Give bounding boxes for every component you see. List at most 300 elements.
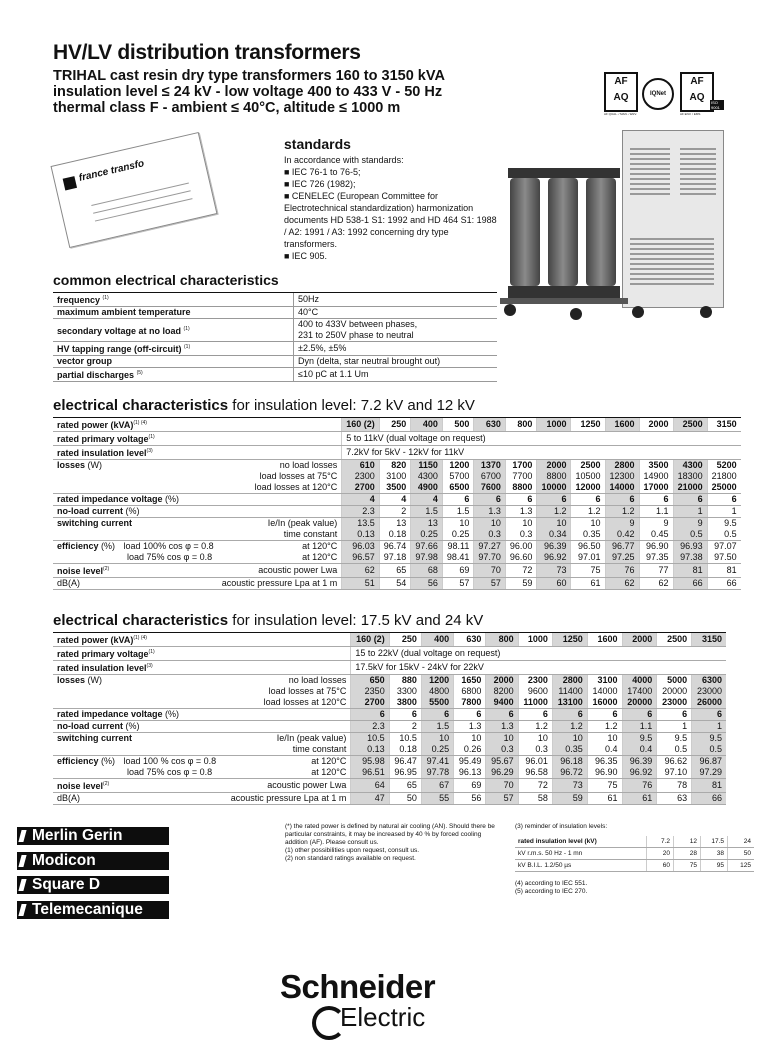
value-cell: 9: [605, 518, 639, 530]
row-value: ±2.5%, ±5%: [294, 342, 498, 356]
value-cell: 16000: [587, 697, 622, 709]
power-header: 1000: [537, 418, 571, 432]
standards-item: ■ CENELEC (European Committee for Electrotechnical standardization) harmonization documents HD 538-1 S1: 1992 and HD 464 S1: 1988 / A2: 1991 / A3: 1992 concerning dry type transformers.: [284, 191, 497, 249]
value-cell: 95.49: [454, 756, 486, 768]
spacer: [224, 647, 351, 661]
value-cell: 10: [421, 733, 453, 745]
wheel: [700, 306, 712, 318]
value-cell: 9.5: [622, 733, 657, 745]
value-cell: 3500: [639, 460, 673, 472]
value-cell: 96.39: [622, 756, 657, 768]
value-cell: 6: [537, 494, 571, 506]
value-cell: 1700: [505, 460, 537, 472]
value-cell: 96.58: [518, 767, 552, 779]
sub-label: at 120°C: [302, 541, 338, 551]
value-cell: 1.2: [571, 506, 605, 518]
elec1-title: electrical characteristics for insulation level: 7.2 kV and 12 kV: [53, 397, 475, 414]
row-label: rated insulation level$^{(3)}$: [53, 661, 224, 675]
row-label: rated impedance voltage (%): [53, 494, 218, 506]
value-cell: 21800: [707, 471, 741, 482]
standards-intro: In accordance with standards:: [284, 155, 404, 165]
afaq-logo: AF AQ: [604, 72, 638, 112]
row-label: losses (W): [57, 675, 103, 685]
value-cell: 75: [571, 564, 605, 578]
value-cell: 96.95: [389, 767, 421, 779]
value-cell: 20000: [657, 686, 692, 697]
value-cell: 6: [421, 709, 453, 721]
enclosure-vent: [680, 148, 716, 196]
page-subtitle: TRIHAL cast resin dry type transformers 160 to 3150 kVA insulation level ≤ 24 kV - low voltage 400 to 433 V - 50 Hz thermal class F - ambient ≤ 40°C, altitude ≤ 1000 m: [53, 68, 445, 116]
table-row: [53, 633, 726, 647]
power-header: 160 (2): [351, 633, 389, 647]
table-row: [53, 307, 497, 319]
value-cell: 76: [622, 779, 657, 793]
value-cell: 10.5: [351, 733, 389, 745]
value-cell: 13100: [552, 697, 587, 709]
spacer: [53, 697, 224, 709]
common-characteristics-table: [53, 292, 497, 382]
value-cell: 6: [442, 494, 474, 506]
value-cell: 9.5: [692, 733, 726, 745]
value-cell: 69: [454, 779, 486, 793]
sub-label: at 120°C: [311, 756, 347, 766]
value-cell: 2000: [537, 460, 571, 472]
sub-label: Ie/In (peak value): [276, 733, 347, 743]
value-cell: 95.98: [351, 756, 389, 768]
span-value: 17.5kV for 15kV - 24kV for 22kV: [351, 661, 726, 675]
power-header: 800: [486, 633, 518, 647]
footnote: (1) other possibilities upon request, consult us.: [285, 847, 420, 854]
value-cell: 23000: [692, 686, 726, 697]
row-label: efficiency (%) load 100% cos φ = 0.8: [57, 541, 214, 551]
value-cell: 5000: [657, 675, 692, 687]
value-cell: 58: [518, 793, 552, 805]
value-cell: 4300: [673, 460, 707, 472]
spacer: [218, 506, 342, 518]
sub-label: no load losses: [279, 460, 338, 470]
power-header: 800: [505, 418, 537, 432]
spacer: [224, 661, 351, 675]
value-cell: 3500: [379, 482, 411, 494]
value-cell: 2000: [486, 675, 518, 687]
table-row: [53, 342, 497, 356]
value-cell: 650: [351, 675, 389, 687]
value-cell: 7600: [474, 482, 506, 494]
value-cell: 57: [442, 578, 474, 590]
value-cell: 96.39: [537, 541, 571, 553]
electric-logo-text: Electric: [340, 1002, 426, 1032]
enclosure-vent: [630, 238, 714, 286]
value-cell: 25000: [707, 482, 741, 494]
value-cell: 6: [673, 494, 707, 506]
value-cell: 8200: [486, 686, 518, 697]
brand-square-d: Square D: [17, 876, 169, 894]
value-cell: 0.35: [552, 744, 587, 756]
row-label: load 75% cos φ = 0.8: [53, 767, 224, 779]
table-row: kV B.I.L. 1.2/50 µs 60 75 95 125: [515, 860, 754, 872]
value-cell: 98.11: [442, 541, 474, 553]
row-label: switching current: [57, 733, 133, 743]
value-cell: 8800: [537, 471, 571, 482]
value-cell: 77: [639, 564, 673, 578]
value-cell: 96.13: [454, 767, 486, 779]
sub-label: load losses at 120°C: [218, 482, 342, 494]
power-header: 2000: [639, 418, 673, 432]
value-cell: 3800: [389, 697, 421, 709]
value-cell: 56: [454, 793, 486, 805]
value-cell: 6800: [454, 686, 486, 697]
value-cell: 61: [571, 578, 605, 590]
insulation-reminder-title: (3) reminder of insulation levels:: [515, 823, 608, 830]
table-row: [53, 793, 726, 805]
value-cell: 96.90: [587, 767, 622, 779]
value-cell: 4800: [421, 686, 453, 697]
power-header: 2500: [673, 418, 707, 432]
table-row: [53, 661, 726, 675]
table-row: [53, 709, 726, 721]
value-cell: 0.3: [486, 744, 518, 756]
row-label: switching current: [57, 518, 133, 528]
value-cell: 67: [421, 779, 453, 793]
table-row: [53, 733, 726, 745]
row-label: noise level$^{(2)}$: [53, 564, 218, 578]
value-cell: 1.2: [518, 721, 552, 733]
brand-modicon: Modicon: [17, 852, 169, 870]
value-cell: 0.18: [379, 529, 411, 541]
table-row: [53, 518, 741, 530]
elec1-table: [53, 417, 741, 590]
value-cell: 2.3: [342, 506, 380, 518]
table-row: [53, 756, 726, 768]
table-row: [53, 721, 726, 733]
spacer: [53, 744, 224, 756]
footnote: (5) according to IEC 270.: [515, 888, 588, 895]
value-cell: 0.5: [657, 744, 692, 756]
spacer: [224, 721, 351, 733]
france-transfo-brand: france transfo: [77, 158, 146, 184]
row-label: efficiency (%) load 100 % cos φ = 0.8: [57, 756, 217, 766]
value-cell: 70: [474, 564, 506, 578]
value-cell: 3100: [379, 471, 411, 482]
value-cell: 96.93: [673, 541, 707, 553]
brand-telemecanique: Telemecanique: [17, 901, 169, 919]
power-header: 3150: [707, 418, 741, 432]
sub-label: load losses at 75°C: [259, 471, 338, 481]
row-label: load 75% cos φ = 0.8: [53, 552, 218, 564]
value-cell: 65: [389, 779, 421, 793]
value-cell: 26000: [692, 697, 726, 709]
sub-label: time constant: [224, 744, 351, 756]
france-transfo-logo: [63, 176, 77, 190]
value-cell: 14000: [587, 686, 622, 697]
value-cell: 0.26: [454, 744, 486, 756]
table-row: [53, 506, 741, 518]
value-cell: 6: [454, 709, 486, 721]
value-cell: 8800: [505, 482, 537, 494]
value-cell: 96.47: [389, 756, 421, 768]
sub-label: acoustic pressure Lpa at 1 m: [224, 793, 351, 805]
coil: [586, 178, 616, 286]
value-cell: 6: [707, 494, 741, 506]
value-cell: 17000: [639, 482, 673, 494]
value-cell: 2350: [351, 686, 389, 697]
spacer: [224, 709, 351, 721]
value-cell: 0.5: [673, 529, 707, 541]
value-cell: 62: [639, 578, 673, 590]
value-cell: 96.87: [692, 756, 726, 768]
value-cell: 1.2: [587, 721, 622, 733]
value-cell: 73: [537, 564, 571, 578]
power-header: 1250: [552, 633, 587, 647]
span-value: 15 to 22kV (dual voltage on request): [351, 647, 726, 661]
value-cell: 4300: [411, 471, 443, 482]
value-cell: 14900: [639, 471, 673, 482]
value-cell: 1.5: [411, 506, 443, 518]
value-cell: 1.3: [454, 721, 486, 733]
value-cell: 10: [486, 733, 518, 745]
value-cell: 6500: [442, 482, 474, 494]
value-cell: 61: [622, 793, 657, 805]
value-cell: 1.3: [474, 506, 506, 518]
value-cell: 0.3: [518, 744, 552, 756]
value-cell: 0.35: [571, 529, 605, 541]
standards-item: ■ IEC 726 (1982);: [284, 179, 356, 189]
value-cell: 6: [587, 709, 622, 721]
value-cell: 10: [454, 733, 486, 745]
spacer: [224, 633, 351, 647]
value-cell: 1.5: [442, 506, 474, 518]
value-cell: 6: [552, 709, 587, 721]
brand-merlin-gerin: Merlin Gerin: [17, 827, 169, 845]
value-cell: 6: [505, 494, 537, 506]
value-cell: 78: [657, 779, 692, 793]
value-cell: 1200: [442, 460, 474, 472]
spacer: [53, 482, 218, 494]
value-cell: 57: [486, 793, 518, 805]
value-cell: 10: [442, 518, 474, 530]
value-cell: 81: [692, 779, 726, 793]
value-cell: 97.27: [474, 541, 506, 553]
value-cell: 1.2: [552, 721, 587, 733]
value-cell: 9: [639, 518, 673, 530]
value-cell: 2.3: [351, 721, 389, 733]
base-frame: [500, 298, 628, 304]
value-cell: 96.03: [342, 541, 380, 553]
row-label: HV tapping range (off-circuit) $^{(1)}$: [53, 342, 294, 356]
value-cell: 1200: [421, 675, 453, 687]
value-cell: 0.34: [537, 529, 571, 541]
spacer: [218, 446, 342, 460]
power-header: 1000: [518, 633, 552, 647]
value-cell: 54: [379, 578, 411, 590]
value-cell: 2500: [571, 460, 605, 472]
row-label: rated power (kVA)$^{(1) (4)}$: [53, 633, 224, 647]
table-row: [53, 432, 741, 446]
value-cell: 2800: [605, 460, 639, 472]
value-cell: 0.45: [639, 529, 673, 541]
value-cell: 3100: [587, 675, 622, 687]
value-cell: 10000: [537, 482, 571, 494]
value-cell: 70: [486, 779, 518, 793]
value-cell: 820: [379, 460, 411, 472]
power-header: 500: [442, 418, 474, 432]
power-header: 1250: [571, 418, 605, 432]
value-cell: 9.5: [657, 733, 692, 745]
row-label: no-load current (%): [53, 721, 224, 733]
table-row: [53, 697, 726, 709]
value-cell: 10500: [571, 471, 605, 482]
footnote: (4) according to IEC 551.: [515, 880, 588, 887]
value-cell: 5500: [421, 697, 453, 709]
spacer: [53, 686, 224, 697]
value-cell: 62: [342, 564, 380, 578]
value-cell: 96.92: [537, 552, 571, 564]
value-cell: 1150: [411, 460, 443, 472]
value-cell: 11400: [552, 686, 587, 697]
value-cell: 66: [707, 578, 741, 590]
value-cell: 96.62: [657, 756, 692, 768]
value-cell: 6: [622, 709, 657, 721]
value-cell: 21000: [673, 482, 707, 494]
value-cell: 96.77: [605, 541, 639, 553]
value-cell: 1: [707, 506, 741, 518]
value-cell: 96.51: [351, 767, 389, 779]
footnote: (2) non standard ratings available on request.: [285, 855, 416, 862]
standards-item: ■ IEC 76-1 to 76-5;: [284, 167, 361, 177]
spacer: [53, 471, 218, 482]
value-cell: 2700: [342, 482, 380, 494]
value-cell: 17400: [622, 686, 657, 697]
span-value: 7.2kV for 5kV - 12kV for 11kV: [342, 446, 741, 460]
table-row: [53, 779, 726, 793]
afaq-caption: AF QUAL. / MAN. / ENV.: [604, 112, 637, 116]
value-cell: 96.01: [518, 756, 552, 768]
value-cell: 9.5: [707, 518, 741, 530]
value-cell: 2: [379, 506, 411, 518]
standards-title: standards: [284, 136, 351, 152]
value-cell: 97.10: [657, 767, 692, 779]
value-cell: 6: [657, 709, 692, 721]
footnote: (*) the rated power is defined by natural air cooling (AN). Should there be particular constraints, it may be increased by 40 % by forced cooling addition (AF). Please consult us.: [285, 823, 495, 846]
value-cell: 96.60: [505, 552, 537, 564]
value-cell: 1.2: [605, 506, 639, 518]
value-cell: 1.5: [421, 721, 453, 733]
value-cell: 1.3: [505, 506, 537, 518]
sub-label: no load losses: [288, 675, 347, 685]
value-cell: 6: [692, 709, 726, 721]
value-cell: 6: [486, 709, 518, 721]
table-row: [53, 460, 741, 472]
sub-label: acoustic power Lwa: [218, 564, 342, 578]
row-value: Dyn (delta, star neutral brought out): [294, 356, 498, 368]
value-cell: 81: [707, 564, 741, 578]
value-cell: 610: [342, 460, 380, 472]
value-cell: 0.42: [605, 529, 639, 541]
value-cell: 0.5: [692, 744, 726, 756]
value-cell: 76: [605, 564, 639, 578]
power-header: 2500: [657, 633, 692, 647]
value-cell: 1: [673, 506, 707, 518]
value-cell: 97.29: [692, 767, 726, 779]
table-row: rated insulation level (kV) 7.2 12 17.5 24: [515, 836, 754, 848]
value-cell: 1.2: [537, 506, 571, 518]
row-label: secondary voltage at no load $^{(1)}$: [53, 319, 294, 342]
value-cell: 73: [552, 779, 587, 793]
power-header: 250: [389, 633, 421, 647]
value-cell: 1.3: [486, 721, 518, 733]
value-cell: 11000: [518, 697, 552, 709]
sub-label: load losses at 75°C: [268, 686, 347, 696]
coil: [548, 178, 578, 286]
value-cell: 1: [657, 721, 692, 733]
afaq-env-logo: AF AQ: [680, 72, 714, 112]
power-header: 2000: [622, 633, 657, 647]
sub-label: at 120°C: [218, 552, 342, 564]
value-cell: 10: [474, 518, 506, 530]
value-cell: 95.67: [486, 756, 518, 768]
row-label: vector group: [53, 356, 294, 368]
iqnet-logo: IQNet: [642, 78, 674, 110]
value-cell: 2300: [342, 471, 380, 482]
row-label: rated primary voltage$^{(1)}$: [53, 432, 218, 446]
table-row: [53, 675, 726, 687]
row-value: ≤10 pC at 1.1 Um: [294, 368, 498, 382]
value-cell: 51: [342, 578, 380, 590]
value-cell: 97.38: [673, 552, 707, 564]
value-cell: 880: [389, 675, 421, 687]
row-label: frequency $^{(1)}$: [53, 293, 294, 307]
value-cell: 13.5: [342, 518, 380, 530]
value-cell: 6: [389, 709, 421, 721]
table-row: [53, 541, 741, 553]
row-value: 50Hz: [294, 293, 498, 307]
value-cell: 5200: [707, 460, 741, 472]
value-cell: 2300: [518, 675, 552, 687]
value-cell: 1.1: [622, 721, 657, 733]
value-cell: 97.41: [421, 756, 453, 768]
page-title: HV/LV distribution transformers: [53, 41, 361, 64]
value-cell: 13: [411, 518, 443, 530]
value-cell: 96.35: [587, 756, 622, 768]
power-header: 160 (2): [342, 418, 380, 432]
value-cell: 13: [379, 518, 411, 530]
value-cell: 63: [657, 793, 692, 805]
insulation-table: [515, 836, 754, 872]
value-cell: 97.07: [707, 541, 741, 553]
value-cell: 6: [474, 494, 506, 506]
table-row: kV r.m.s. 50 Hz - 1 mn 20 28 38 50: [515, 848, 754, 860]
power-header: 630: [474, 418, 506, 432]
value-cell: 9400: [486, 697, 518, 709]
value-cell: 97.25: [605, 552, 639, 564]
value-cell: 0.25: [421, 744, 453, 756]
row-label: dB(A): [53, 578, 218, 590]
table-row: [53, 446, 741, 460]
value-cell: 6700: [474, 471, 506, 482]
elec2-title: electrical characteristics for insulation level: 17.5 kV and 24 kV: [53, 612, 484, 629]
value-cell: 97.66: [411, 541, 443, 553]
power-header: 400: [411, 418, 443, 432]
value-cell: 2700: [351, 697, 389, 709]
value-cell: 64: [351, 779, 389, 793]
iso-badge: ISO 9001: [710, 100, 724, 110]
value-cell: 96.57: [342, 552, 380, 564]
table-row: [53, 578, 741, 590]
row-label: rated insulation level$^{(3)}$: [53, 446, 218, 460]
value-cell: 7700: [505, 471, 537, 482]
value-cell: 0.18: [389, 744, 421, 756]
value-cell: 3300: [389, 686, 421, 697]
